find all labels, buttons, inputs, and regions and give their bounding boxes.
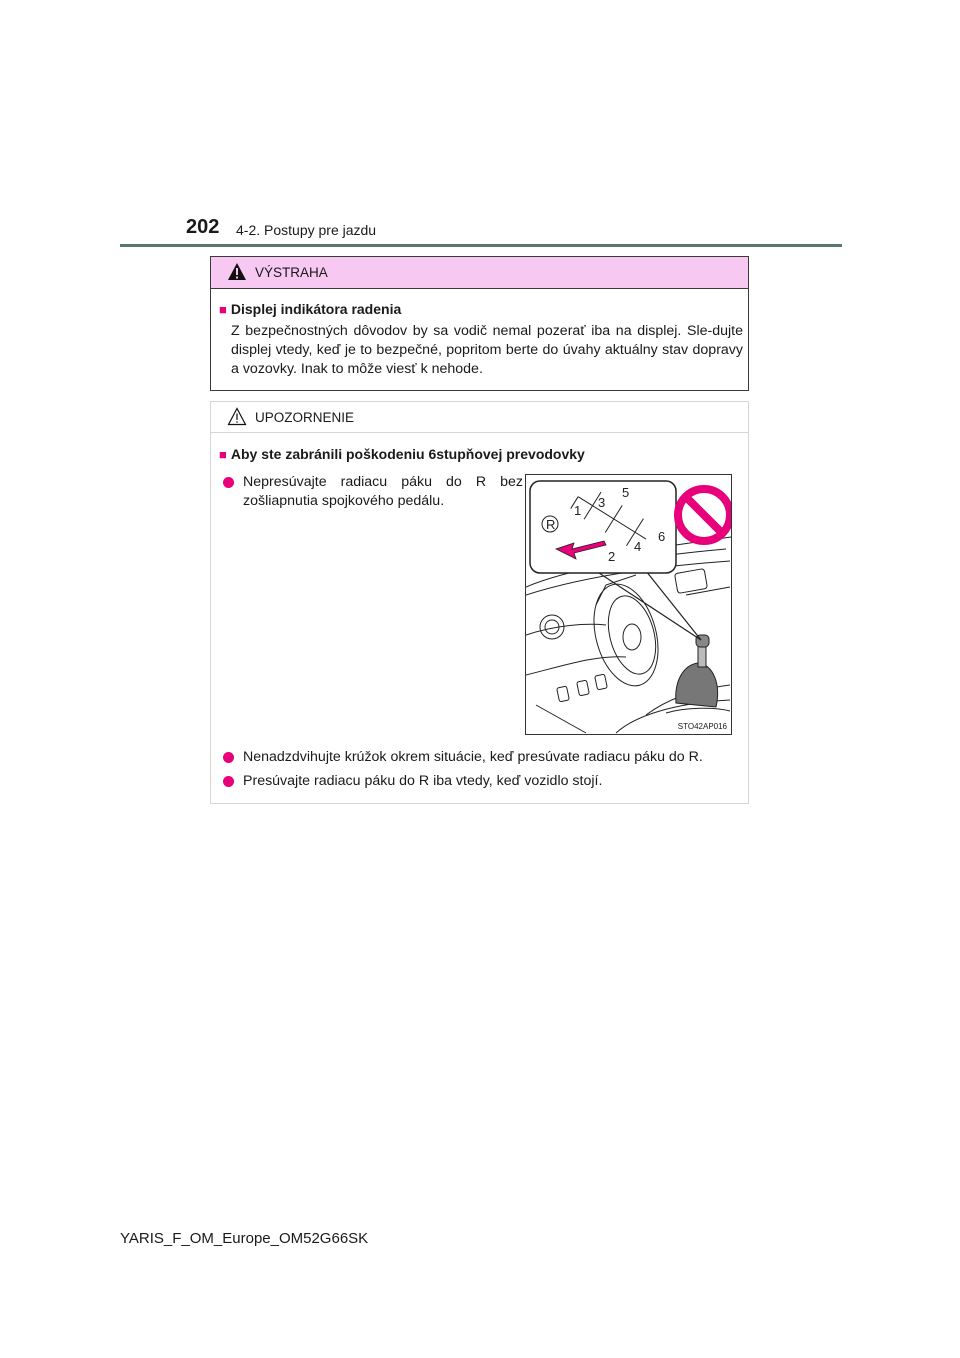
- round-bullet-icon: [223, 752, 234, 763]
- gear-label-5: 5: [622, 485, 630, 500]
- section-title: 4-2. Postupy pre jazdu: [236, 222, 377, 238]
- warning-header: [211, 257, 748, 289]
- gear-label-1: 1: [574, 503, 582, 518]
- gear-label-3: 3: [598, 495, 606, 510]
- warning-label: VÝSTRAHA: [255, 265, 328, 280]
- warning-box: [210, 256, 749, 391]
- page-number: 202: [186, 216, 220, 238]
- gear-label-6: 6: [658, 529, 666, 544]
- caution-bullet-3: Presúvajte radiacu páku do R iba vtedy, keď vozidlo stojí.: [223, 772, 753, 791]
- header-rule: [120, 244, 842, 247]
- round-bullet-icon: [223, 776, 234, 787]
- gear-shift-illustration: [525, 474, 732, 735]
- caution-triangle-icon: [227, 407, 247, 426]
- warning-heading: ■ Displej indikátora radenia: [219, 301, 402, 317]
- gear-label-r: R: [546, 517, 556, 532]
- document-id: YARIS_F_OM_Europe_OM52G66SK: [120, 1230, 369, 1247]
- caution-label: UPOZORNENIE: [255, 410, 355, 425]
- caution-header: [211, 402, 748, 433]
- warning-triangle-icon: [227, 262, 247, 281]
- square-bullet-icon: ■: [219, 302, 227, 317]
- gear-label-4: 4: [634, 539, 642, 554]
- caution-box: [210, 401, 749, 804]
- warning-text: Z bezpečnostných dôvodov by sa vodič nemal pozerať iba na displej. Sle-dujte displej vtedy, keď je to bezpečné, popritom berte do úvahy aktuálny stav dopravy a vozovky. Inak to môže viesť k nehode.: [231, 323, 743, 377]
- square-bullet-icon: ■: [219, 447, 227, 462]
- gear-shift-drawing: [526, 475, 731, 734]
- caution-bullet-1: Nepresúvajte radiacu páku do R bez zošliapnutia spojkového pedálu.: [223, 473, 523, 511]
- illustration-code: STO42AP016: [677, 722, 727, 731]
- prohibited-sign-icon: [678, 489, 730, 541]
- caution-heading: ■ Aby ste zabránili poškodeniu 6stupňovej prevodovky: [219, 446, 585, 462]
- caution-bullet-2: Nenadzdvihujte krúžok okrem situácie, keď presúvate radiacu páku do R.: [223, 748, 753, 767]
- round-bullet-icon: [223, 477, 234, 488]
- gear-label-2: 2: [608, 549, 616, 564]
